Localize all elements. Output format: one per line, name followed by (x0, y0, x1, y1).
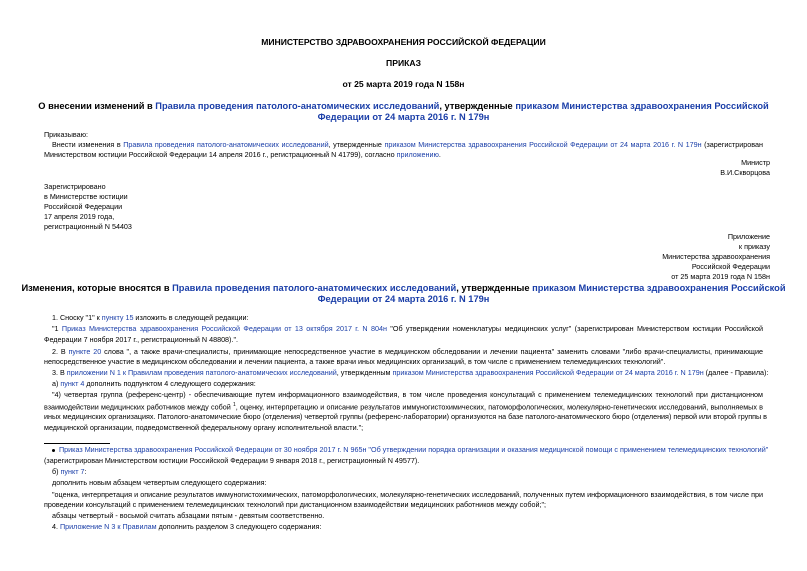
item-text: , оценку, интерпретацию и описание результатов иммуногистохимических, патоморфологических, молекулярно-генетических исследований, выполняемых в (235, 402, 763, 412)
appendix-line-5: от 25 марта 2019 года N 158н (671, 272, 770, 281)
item-3 (52, 368, 768, 377)
item-text: изложить в следующей редакции: (133, 313, 249, 322)
registration-line-3: Российской Федерации (44, 202, 123, 211)
item-text: "Об утверждении номенклатуры медицинских услуг" (зарегистрирован Министерством юстиции Российской (386, 324, 763, 333)
item-3b-quote-line-2: проведении консультаций с применением телемедицинских технологий при дистанционном взаимодействии медицинских работников между собой;"; (44, 500, 547, 509)
appendix-line-2: к приказу (738, 242, 770, 251)
quote-4-line-2 (44, 401, 763, 411)
changes-order-link-cont[interactable]: Федерации от 24 марта 2016 г. N 179н (317, 294, 490, 304)
item-text: 2. В (52, 347, 69, 356)
changes-title-line-2 (0, 294, 807, 305)
item-3b-line-2: абзацы четвертый - восьмой считать абзацами пятым - девятым соответственно. (52, 511, 325, 520)
point-7-link[interactable]: пункт 7 (60, 467, 85, 476)
item-4 (52, 522, 321, 531)
order-date-number: от 25 марта 2019 года N 158н (342, 79, 465, 89)
changes-rules-link[interactable]: Правила проведения патолого-анатомических исследований (172, 283, 457, 293)
document-type: ПРИКАЗ (386, 58, 421, 68)
item-3a (52, 379, 256, 388)
registration-line-5: регистрационный N 54403 (44, 222, 132, 231)
appendix-line-1: Приложение (727, 232, 770, 241)
signature-name: В.И.Скворцова (720, 168, 770, 177)
item-1-quote-line-1 (52, 324, 763, 333)
item-text: "1 (52, 324, 62, 333)
order-paragraph-line-1 (52, 140, 763, 149)
registration-line-4: 17 апреля 2019 года, (44, 212, 115, 221)
bullet-icon (52, 449, 55, 452)
order-paragraph-line-2 (44, 150, 441, 159)
title-text: , утвержденные (439, 101, 516, 111)
item-2-line-1 (52, 347, 763, 356)
item-3b (52, 467, 86, 476)
changes-title-text: , утвержденные (456, 283, 533, 293)
item-text: взаимодействии медицинских работников между собой (44, 402, 234, 412)
footnote-line-1 (52, 445, 768, 454)
quote-4-line-4: медицинской организации, подведомственной федеральному органу исполнительной власти."; (44, 423, 364, 432)
order-text: , утвержденные (328, 140, 385, 149)
registration-line-2: в Министерстве юстиции (44, 192, 128, 201)
signature-position: Министр (741, 158, 770, 167)
point-4-link[interactable]: пункт 4 (60, 379, 85, 388)
item-1 (52, 313, 249, 322)
item-text: : (84, 467, 87, 476)
item-text: 4. (52, 522, 60, 531)
item-3b-line-1: дополнить новым абзацем четвертым следующего содержания: (52, 478, 267, 487)
footnote-separator (44, 443, 110, 444)
appendix-1-link[interactable]: приложении N 1 к Правилам проведения патолого-анатомических исследований (66, 368, 337, 377)
item-3-order-link[interactable]: приказом Министерства здравоохранения Российской Федерации от 24 марта 2016 г. N 179н (392, 368, 704, 377)
item-text: слова ", а также врачи-специалисты, принимающие непосредственное участие в медицинском обследовании и лечении пациента" заменить словами "либо врачи-специалисты, принимающие (101, 347, 763, 356)
footnote-marker[interactable]: 1 (233, 402, 236, 408)
order-base-order-link[interactable]: приказом Министерства здравоохранения Российской Федерации от 24 марта 2016 г. N 179н (384, 140, 702, 149)
quote-4-line-1: "4) четвертая группа (референс-центр) - обеспечивающие путем информационного взаимодействия, в том числе проведения консультаций с применением телемедицинских технологий при дистанционном (52, 390, 763, 399)
item-text: 1. Сноску "1" к (52, 313, 102, 322)
item-1-point-link[interactable]: пункту 15 (101, 313, 134, 322)
item-1-quote-line-2: Федерации 7 ноября 2017 г., регистрационный N 48808).". (44, 335, 238, 344)
appendix-line-4: Российской Федерации (691, 262, 770, 271)
order-title-line-1 (0, 101, 807, 112)
ministry-heading: МИНИСТЕРСТВО ЗДРАВООХРАНЕНИЯ РОССИЙСКОЙ ФЕДЕРАЦИИ (261, 37, 546, 47)
item-2-point-link[interactable]: пункте 20 (68, 347, 102, 356)
item-text: (далее - Правила): (703, 368, 769, 377)
footnote-line-2: (зарегистрирован Министерством юстиции Российской Федерации 9 января 2018 г., регистрационный N 49577). (44, 456, 420, 465)
title-rules-link[interactable]: Правила проведения патолого-анатомических исследований (155, 101, 440, 111)
title-order-link[interactable]: приказом Министерства здравоохранения Российской (515, 101, 769, 111)
appendix-link[interactable]: приложению (396, 150, 439, 159)
item-text: 3. В (52, 368, 67, 377)
registration-line-1: Зарегистрировано (44, 182, 106, 191)
order-text: . (438, 150, 441, 159)
item-text: а) (52, 379, 61, 388)
item-text: дополнить разделом 3 следующего содержания: (156, 522, 322, 531)
item-3b-quote-line-1: "оценка, интерпретация и описание результатов иммуногистохимических, патоморфологических, молекулярно-генетических исследований, полученных путем информационного взаимодействия, в том числе при (52, 490, 763, 499)
telemedicine-order-link[interactable]: Приказ Министерства здравоохранения Российской Федерации от 30 ноября 2017 г. N 965н "Об утверждении порядка организации и оказания медицинской помощи с применением телемедицинских технологий" (59, 445, 769, 454)
order-text: (зарегистрирован (701, 140, 764, 149)
changes-order-link[interactable]: приказом Министерства здравоохранения Российской (532, 283, 786, 293)
appendix-line-3: Министерства здравоохранения (662, 252, 770, 261)
quote-4-line-3: иных медицинских организациях. Патолого-анатомические бюро (отделения) четвертой группы (референс-лаборатории) организуются на базе патолого-анатомического бюро (отделения) первой или второй группы в (44, 412, 767, 421)
changes-title-line-1 (0, 283, 807, 294)
order-rules-link[interactable]: Правила проведения патолого-анатомических исследований (123, 140, 329, 149)
changes-title-text: Изменения, которые вносятся в (21, 283, 173, 293)
item-text: дополнить подпунктом 4 следующего содержания: (84, 379, 256, 388)
nomenclature-order-link[interactable]: Приказ Министерства здравоохранения Российской Федерации от 13 октября 2017 г. N 804н (61, 324, 387, 333)
item-text: б) (52, 467, 61, 476)
order-text: Внести изменения в (52, 140, 124, 149)
title-text: О внесении изменений в (38, 101, 156, 111)
title-order-link-cont[interactable]: Федерации от 24 марта 2016 г. N 179н (317, 112, 490, 122)
item-2-line-2: непосредственное участие в медицинском обследовании и лечении пациента, а также врачи иных медицинских организаций, в том числе с применением телемедицинских технологий". (44, 357, 666, 366)
order-title-line-2 (0, 112, 807, 123)
appendix-3-link[interactable]: Приложение N 3 к Правилам (60, 522, 157, 531)
item-text: , утвержденным (336, 368, 393, 377)
order-lead: Приказываю: (44, 130, 88, 139)
order-text: Министерством юстиции Российской Федерации 14 апреля 2016 г., регистрационный N 41799), согласно (44, 150, 397, 159)
